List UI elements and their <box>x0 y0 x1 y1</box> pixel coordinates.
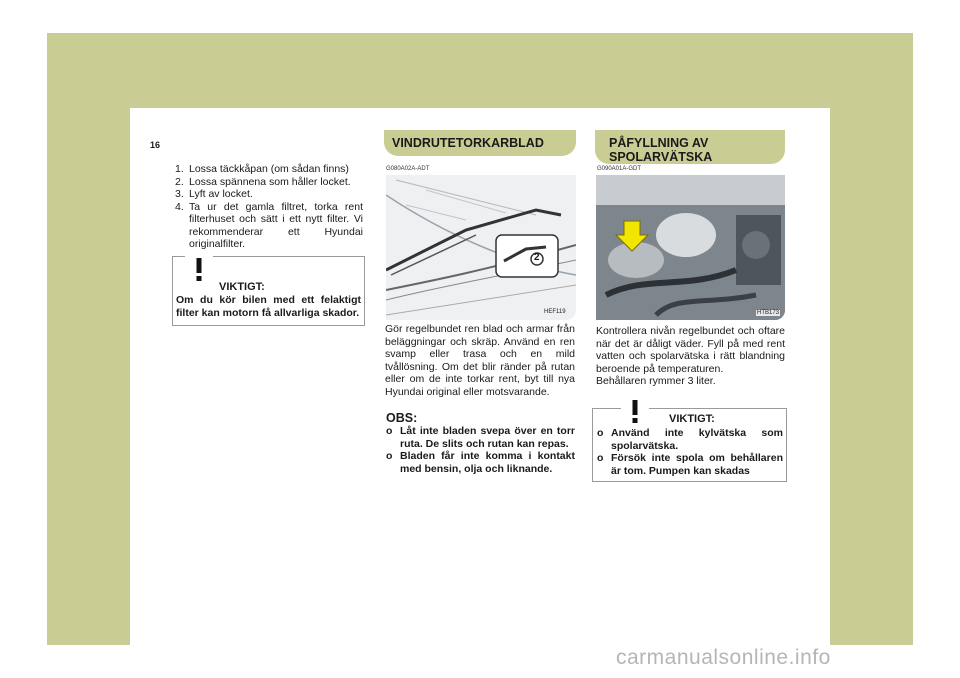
warning-box-left <box>172 256 365 326</box>
step-item: 3. Lyft av locket. <box>175 188 253 200</box>
image-callout-number: 2 <box>534 252 540 263</box>
section-heading-wipers: VINDRUTETORKARBLAD <box>384 130 576 156</box>
list-item: o Försök inte spola om behållaren är tom. Pumpen kan skadas <box>597 452 783 477</box>
warning-box-right <box>592 408 787 482</box>
list-item: o Låt inte bladen svepa över en torr ruta. De slits och rutan kan repas. <box>386 425 575 450</box>
step-item: 1. Lossa täckkåpan (om sådan finns) <box>175 163 349 175</box>
warning-title: VIKTIGT: <box>219 281 265 293</box>
image-code: HEF119 <box>544 309 566 315</box>
engine-bay-drawing <box>596 175 785 320</box>
list-item: o Använd inte kylvätska som spolarvätska. <box>597 427 783 452</box>
page-number: 16 <box>150 140 161 150</box>
section-code: G080A02A-ADT <box>386 166 430 172</box>
list-item: o Bladen får inte komma i kontakt med bensin, olja och liknande. <box>386 450 575 475</box>
wiper-drawing <box>386 175 576 320</box>
warning-exclamation-icon <box>621 398 649 424</box>
warning-title: VIKTIGT: <box>669 413 715 425</box>
wiper-illustration <box>386 175 576 320</box>
warning-text: Om du kör bilen med ett felaktigt filter kan motorn få allvarliga skador. <box>176 294 361 319</box>
wiper-body-text: Gör regelbundet ren blad och armar från beläggningar och skräp. Använd en ren svamp eller trasa och en mild tvållösning. Om det blir ränder på rutan eller om de inte torkar rent, byt till nya Hyundai original eller motsvarande. <box>385 323 575 398</box>
washer-body-text: Kontrollera nivån regelbundet och oftare när det är dåligt väder. Fyll på med rent vatten och spolarvätska i rätt blandning beroende på temperaturen. Behållaren rymmer 3 liter. <box>596 325 785 387</box>
section-code: G090A01A-GDT <box>597 166 642 172</box>
washer-reservoir-photo <box>596 175 785 320</box>
section-heading-washer: PÅFYLLNING AV SPOLARVÄTSKA <box>595 130 785 164</box>
step-item: 4. Ta ur det gamla filtret, torka rent filterhuset och sätt i ett nytt filter. Vi rekommenderar ett Hyundai originalfilter. <box>175 200 363 250</box>
step-item: 2. Lossa spännena som håller locket. <box>175 175 351 188</box>
obs-title: OBS: <box>386 411 418 425</box>
filter-steps <box>175 163 363 251</box>
chapter-number: 5 <box>152 110 162 129</box>
image-code: HTB173 <box>757 310 780 316</box>
warning-exclamation-icon <box>185 256 213 282</box>
watermark: carmanualsonline.info <box>616 646 831 669</box>
chapter-title: UNDERHÅLL - GÖR-DET-SJÄLV <box>169 115 295 124</box>
obs-list <box>386 425 575 475</box>
warning-list <box>597 427 783 477</box>
